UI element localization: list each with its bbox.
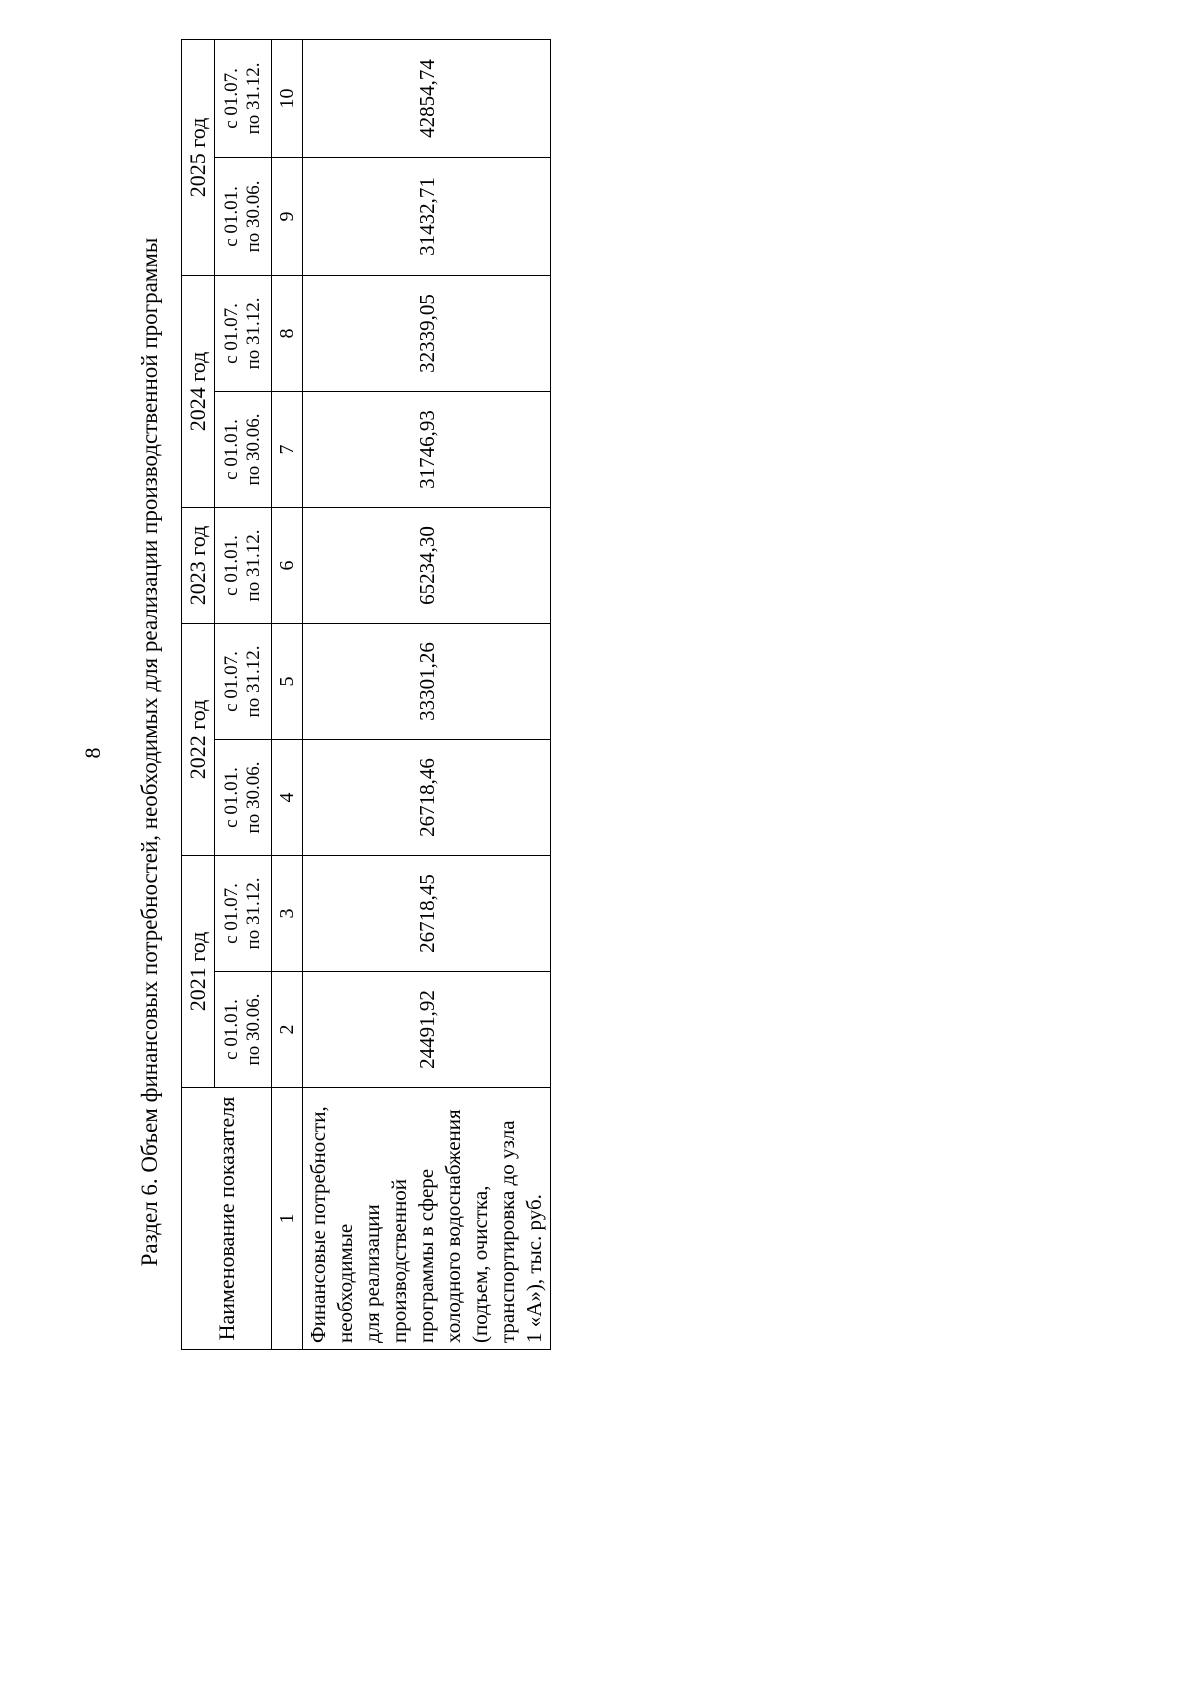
period-header: с 01.07. по 31.12. [215,39,272,157]
value-cell: 42854,74 [303,39,551,157]
column-number: 4 [272,739,303,855]
period-header: с 01.01. по 30.06. [215,739,272,855]
column-number: 5 [272,623,303,739]
year-header-2022: 2022 год [182,623,215,855]
year-header-2023: 2023 год [182,507,215,623]
indicator-name-header: Наименование показателя [182,1088,272,1350]
period-header: с 01.07. по 31.12. [215,855,272,971]
column-number: 6 [272,507,303,623]
period-header: с 01.01. по 30.06. [215,157,272,275]
value-cell: 31746,93 [303,391,551,507]
period-header: с 01.07. по 31.12. [215,275,272,391]
section-title: Раздел 6. Объем финансовых потребностей, необходимых для реализации производственной программы [137,237,162,1267]
year-header-2021: 2021 год [182,855,215,1087]
column-number: 3 [272,855,303,971]
value-cell: 26718,45 [303,855,551,971]
period-header: с 01.01. по 30.06. [215,972,272,1088]
value-cell: 32339,05 [303,275,551,391]
financial-needs-table [181,40,549,1350]
value-cell: 24491,92 [303,972,551,1088]
column-number: 2 [272,972,303,1088]
value-cell: 31432,71 [303,157,551,275]
year-header-2025: 2025 год [182,39,215,275]
column-number: 10 [272,39,303,157]
column-number: 1 [272,1088,303,1350]
value-cell: 26718,46 [303,739,551,855]
indicator-name: Финансовые потребности, необходимые для реализации производственной программы в сфере холодного водоснабжения (подъем, очистка, транспортировка до узла 1 «А»), тыс. руб. [303,1088,551,1350]
period-header: с 01.01. по 31.12. [215,507,272,623]
column-number: 8 [272,275,303,391]
table-row [303,39,551,1349]
period-header: с 01.07. по 31.12. [215,623,272,739]
value-cell: 33301,26 [303,623,551,739]
page-number: 8 [80,747,105,759]
value-cell: 65234,30 [303,507,551,623]
column-number-row [272,39,303,1349]
column-number: 7 [272,391,303,507]
period-header: с 01.01. по 30.06. [215,391,272,507]
column-number: 9 [272,157,303,275]
year-header-2024: 2024 год [182,275,215,507]
